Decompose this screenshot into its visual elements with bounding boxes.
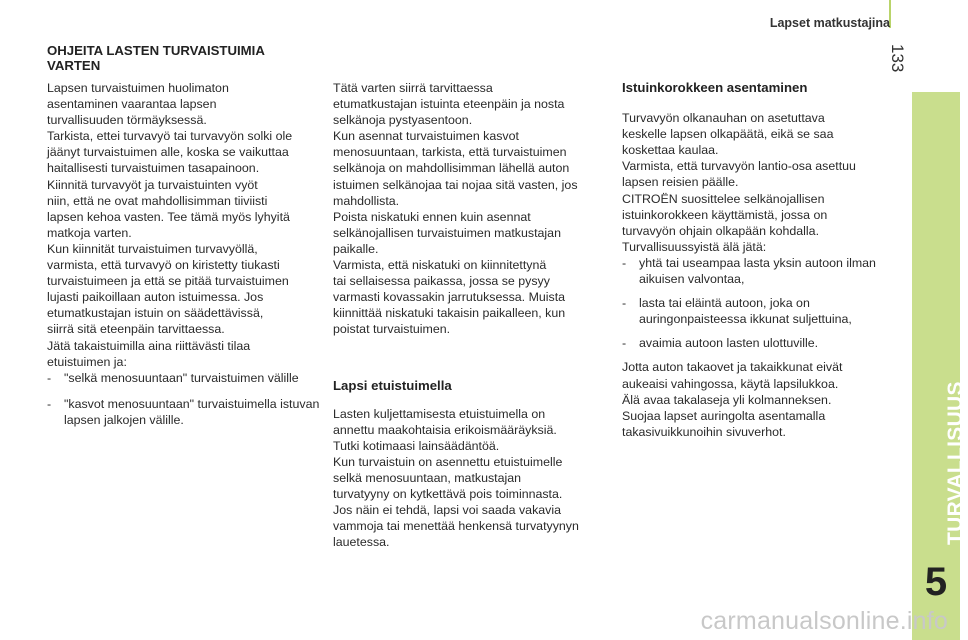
text-line: takasivuikkunoihin sivuverhot. bbox=[622, 424, 786, 439]
text-line: etuistuimen ja: bbox=[47, 354, 127, 369]
text-line: aukeaisi vahingossa, käytä lapsilukkoa. bbox=[622, 376, 839, 391]
text-line: CITROËN suosittelee selkänojallisen bbox=[622, 191, 825, 206]
chapter-number: 5 bbox=[924, 560, 948, 604]
text-line: selkänoja on mahdollisimman lähellä auton bbox=[333, 161, 570, 176]
text-line: selkänojallisen turvaistuimen matkustajan bbox=[333, 225, 561, 240]
list-item: - "kasvot menosuuntaan" turvaistuimella istuvan lapsen jalkojen välille. bbox=[47, 396, 322, 428]
text-line: Turvavyön olkanauhan on asetuttava bbox=[622, 111, 825, 126]
text-line: selkä menosuuntaan, matkustajan bbox=[333, 470, 522, 485]
page-title: OHJEITA LASTEN TURVAISTUIMIA VARTEN bbox=[47, 43, 265, 73]
text-line: Kun asennat turvaistuimen kasvot bbox=[333, 129, 519, 144]
list-item: - lasta tai eläintä autoon, joka on auringonpaisteessa ikkunat suljettuina, bbox=[622, 295, 892, 327]
bullet-list bbox=[622, 255, 892, 351]
text-line: Suojaa lapset auringolta asentamalla bbox=[622, 408, 826, 423]
text-line: lauetessa. bbox=[333, 535, 390, 550]
text-line: etumatkustajan istuinta eteenpäin ja nosta bbox=[333, 97, 565, 112]
text-line: turvaistuimeen ja että se pitää turvaistuimen bbox=[47, 274, 289, 289]
text-line: niin, että ne ovat mahdollisimman tiiviisti bbox=[47, 193, 268, 208]
text-line: asentaminen vaarantaa lapsen bbox=[47, 97, 217, 112]
text-line: Lasten kuljettamisesta etuistuimella on bbox=[333, 406, 546, 421]
subsection-title: Istuinkorokkeen asentaminen bbox=[622, 80, 808, 95]
list-item: - avaimia autoon lasten ulottuville. bbox=[622, 335, 892, 351]
text-line: Jotta auton takaovet ja takaikkunat eivät bbox=[622, 360, 843, 375]
text-line: turvatyyny on kytkettävä pois toiminnasta. bbox=[333, 487, 563, 502]
text-line: etumatkustajan istuin on säädettävissä, bbox=[47, 306, 264, 321]
text-line: lapsen kehoa vasten. Tee tämä myös lyhyitä bbox=[47, 209, 290, 224]
text-line: tai sellaisessa paikassa, jossa se pysyy bbox=[333, 274, 550, 289]
column-2 bbox=[333, 80, 610, 550]
text-line: Jätä takaistuimilla aina riittävästi tilaa bbox=[47, 338, 251, 353]
text-line: Turvallisuussyistä älä jätä: bbox=[622, 239, 767, 254]
text-line: Jos näin ei tehdä, lapsi voi saada vakavia bbox=[333, 503, 561, 518]
list-item: - "selkä menosuuntaan" turvaistuimen välille bbox=[47, 370, 322, 386]
text-line: paikalle. bbox=[333, 241, 379, 256]
column-1 bbox=[47, 80, 322, 428]
text-line: turvavyön ohjain olkapään kohdalla. bbox=[622, 223, 820, 238]
text-line: mahdollista. bbox=[333, 193, 400, 208]
text-line: haitallisesti turvaistuimen tasapainoon. bbox=[47, 161, 260, 176]
column-3 bbox=[622, 80, 892, 440]
text-line: poistat turvaistuimen. bbox=[333, 322, 451, 337]
text-line: lapsen reisien päälle. bbox=[622, 175, 739, 190]
text-line: Kiinnitä turvavyöt ja turvaistuinten vyöt bbox=[47, 177, 258, 192]
text-line: varmasti kovassakin jarrutuksessa. Muista bbox=[333, 290, 566, 305]
text-line: Kun kiinnität turvaistuimen turvavyöllä, bbox=[47, 241, 258, 256]
text-line: koskettaa kaulaa. bbox=[622, 143, 719, 158]
text-line: menosuuntaan, tarkista, että turvaistuimen bbox=[333, 145, 567, 160]
page-number: 133 bbox=[888, 44, 907, 73]
text-line: varmista, että turvavyö on kiristetty tiukasti bbox=[47, 258, 280, 273]
text-line: vammoja tai menettää henkensä turvatyynyn bbox=[333, 519, 579, 534]
text-line: istuinkorokkeen käyttämistä, jossa on bbox=[622, 207, 828, 222]
text-line: Kun turvaistuin on asennettu etuistuimelle bbox=[333, 454, 563, 469]
text-line: Tätä varten siirrä tarvittaessa bbox=[333, 81, 493, 95]
text-line: Lapsen turvaistuimen huolimaton bbox=[47, 81, 229, 95]
text-line: jäänyt turvaistuimen alle, koska se vaikuttaa bbox=[47, 145, 289, 160]
bullet-list bbox=[47, 370, 322, 428]
text-line: kiinnittää niskatuki takaisin paikalleen, kun bbox=[333, 306, 566, 321]
text-line: istuimen selkänojaa tai nojaa sitä vasten, jos bbox=[333, 177, 578, 192]
text-line: Tarkista, ettei turvavyö tai turvavyön solki ole bbox=[47, 129, 293, 144]
text-line: Tutki kotimaasi lainsäädäntöä. bbox=[333, 438, 500, 453]
chapter-tab-label: TURVALLISUUS bbox=[944, 381, 967, 545]
text-line: Poista niskatuki ennen kuin asennat bbox=[333, 209, 531, 224]
text-line: Älä avaa takalaseja yli kolmanneksen. bbox=[622, 392, 832, 407]
text-line: annettu maakohtaisia erikoismääräyksiä. bbox=[333, 422, 557, 437]
text-line: Varmista, että niskatuki on kiinnitettynä bbox=[333, 258, 547, 273]
subsection-title: Lapsi etuistuimella bbox=[333, 377, 452, 393]
text-line: lujasti paikoillaan auton istuimessa. Jos bbox=[47, 290, 264, 305]
list-item: - yhtä tai useampaa lasta yksin autoon ilman aikuisen valvontaa, bbox=[622, 255, 892, 287]
text-line: matkoja varten. bbox=[47, 225, 132, 240]
watermark: carmanualsonline.info bbox=[700, 607, 948, 635]
text-line: selkänoja pystyasentoon. bbox=[333, 113, 473, 128]
text-line: keskelle lapsen olkapäätä, eikä se saa bbox=[622, 127, 834, 142]
text-line: Varmista, että turvavyön lantio-osa asettuu bbox=[622, 159, 856, 174]
section-header: Lapset matkustajina bbox=[769, 16, 890, 30]
text-line: turvallisuuden törmäyksessä. bbox=[47, 113, 207, 128]
text-line: siirrä sitä eteenpäin tarvittaessa. bbox=[47, 322, 225, 337]
